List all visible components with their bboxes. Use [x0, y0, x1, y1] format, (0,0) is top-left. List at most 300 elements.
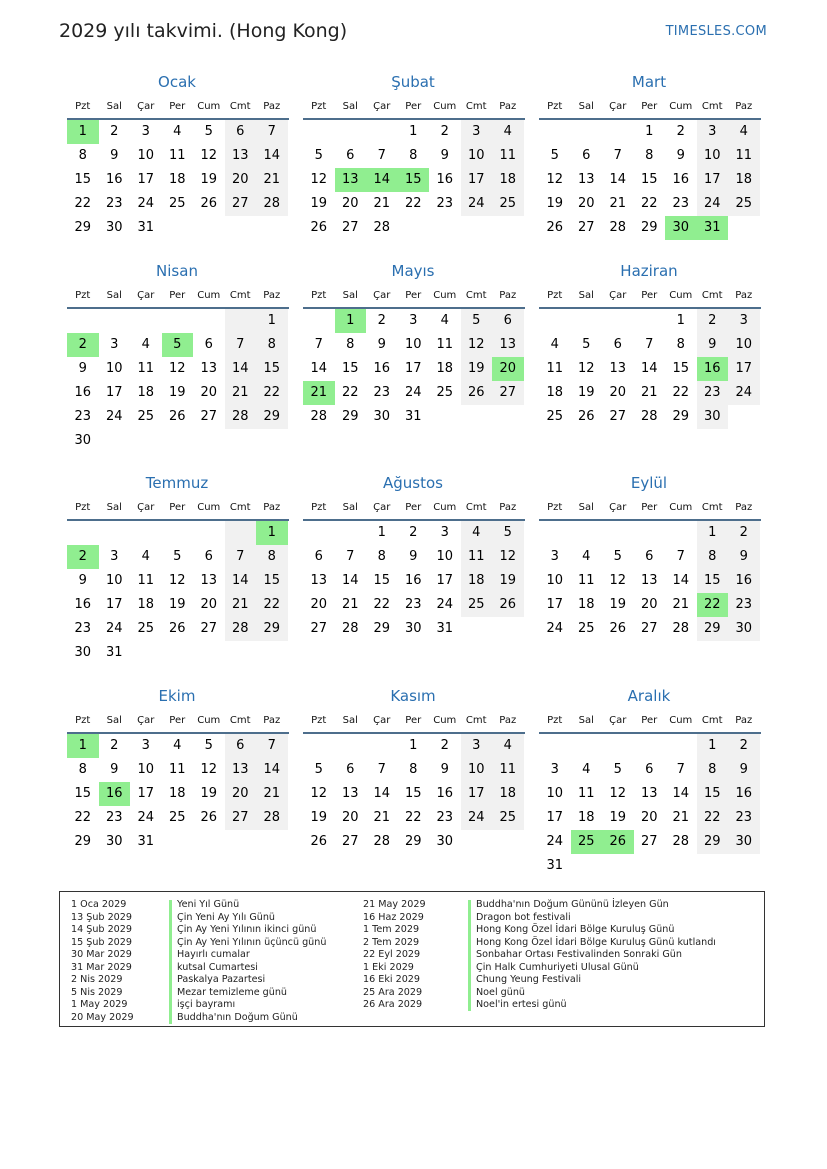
day-cell[interactable]: 20 [200, 385, 218, 400]
day-cell[interactable]: 19 [609, 810, 627, 825]
day-cell[interactable]: 22 [341, 385, 359, 400]
day-cell[interactable]: 24 [546, 834, 564, 849]
day-cell[interactable]: 16 [436, 786, 454, 801]
day-cell[interactable]: 12 [200, 148, 218, 163]
day-cell[interactable]: 9 [728, 758, 760, 782]
day-cell[interactable]: 7 [613, 148, 622, 163]
day-cell[interactable]: 31 [137, 834, 155, 849]
day-cell[interactable]: 23 [672, 196, 690, 211]
day-cell[interactable]: 29 [697, 830, 729, 854]
day-cell[interactable]: 30 [697, 405, 729, 429]
day-cell[interactable]: 25 [436, 385, 454, 400]
day-cell[interactable]: 22 [697, 593, 729, 617]
day-cell[interactable]: 9 [110, 762, 119, 777]
day-cell[interactable]: 5 [162, 333, 194, 357]
day-cell[interactable]: 20 [577, 196, 595, 211]
day-cell[interactable]: 1 [697, 521, 729, 545]
day-cell[interactable]: 7 [346, 549, 355, 564]
day-cell[interactable]: 9 [697, 333, 729, 357]
day-cell[interactable]: 11 [492, 144, 524, 168]
day-cell[interactable]: 28 [373, 220, 391, 235]
day-cell[interactable]: 28 [225, 617, 257, 641]
day-cell[interactable]: 10 [546, 573, 564, 588]
day-cell[interactable]: 23 [373, 385, 391, 400]
day-cell[interactable]: 18 [492, 782, 524, 806]
day-cell[interactable]: 2 [67, 333, 99, 357]
day-cell[interactable]: 17 [728, 357, 760, 381]
day-cell[interactable]: 27 [341, 834, 359, 849]
day-cell[interactable]: 3 [440, 525, 449, 540]
day-cell[interactable]: 23 [74, 409, 92, 424]
day-cell[interactable]: 18 [492, 168, 524, 192]
day-cell[interactable]: 6 [225, 120, 257, 144]
day-cell[interactable]: 7 [377, 148, 386, 163]
day-cell[interactable]: 29 [640, 220, 658, 235]
day-cell[interactable]: 11 [436, 337, 454, 352]
day-cell[interactable]: 13 [640, 786, 658, 801]
day-cell[interactable]: 20 [609, 385, 627, 400]
day-cell[interactable]: 8 [645, 148, 654, 163]
day-cell[interactable]: 3 [550, 762, 559, 777]
day-cell[interactable]: 24 [137, 810, 155, 825]
day-cell[interactable]: 7 [377, 762, 386, 777]
day-cell[interactable]: 23 [728, 593, 760, 617]
day-cell[interactable]: 26 [310, 834, 328, 849]
day-cell[interactable]: 11 [168, 762, 186, 777]
day-cell[interactable]: 21 [373, 196, 391, 211]
day-cell[interactable]: 12 [546, 172, 564, 187]
day-cell[interactable]: 19 [310, 810, 328, 825]
day-cell[interactable]: 15 [398, 168, 430, 192]
day-cell[interactable]: 21 [303, 381, 335, 405]
day-cell[interactable]: 6 [346, 762, 355, 777]
day-cell[interactable]: 13 [310, 573, 328, 588]
day-cell[interactable]: 22 [672, 385, 690, 400]
day-cell[interactable]: 5 [582, 337, 591, 352]
day-cell[interactable]: 7 [256, 120, 288, 144]
day-cell[interactable]: 8 [256, 545, 288, 569]
day-cell[interactable]: 13 [577, 172, 595, 187]
day-cell[interactable]: 14 [366, 168, 398, 192]
day-cell[interactable]: 13 [640, 573, 658, 588]
day-cell[interactable]: 4 [461, 521, 493, 545]
day-cell[interactable]: 26 [577, 409, 595, 424]
day-cell[interactable]: 5 [492, 521, 524, 545]
day-cell[interactable]: 3 [110, 549, 119, 564]
day-cell[interactable]: 25 [461, 593, 493, 617]
day-cell[interactable]: 1 [645, 124, 654, 139]
day-cell[interactable]: 15 [256, 569, 288, 593]
day-cell[interactable]: 30 [373, 409, 391, 424]
day-cell[interactable]: 13 [492, 333, 524, 357]
day-cell[interactable]: 15 [373, 573, 391, 588]
day-cell[interactable]: 10 [436, 549, 454, 564]
day-cell[interactable]: 11 [492, 758, 524, 782]
day-cell[interactable]: 5 [314, 148, 323, 163]
day-cell[interactable]: 31 [697, 216, 729, 240]
day-cell[interactable]: 20 [640, 810, 658, 825]
day-cell[interactable]: 19 [609, 597, 627, 612]
day-cell[interactable]: 23 [404, 597, 422, 612]
day-cell[interactable]: 21 [609, 196, 627, 211]
day-cell[interactable]: 10 [137, 762, 155, 777]
day-cell[interactable]: 16 [105, 172, 123, 187]
day-cell[interactable]: 23 [697, 381, 729, 405]
day-cell[interactable]: 17 [436, 573, 454, 588]
day-cell[interactable]: 1 [409, 738, 418, 753]
day-cell[interactable]: 24 [436, 597, 454, 612]
day-cell[interactable]: 12 [168, 361, 186, 376]
day-cell[interactable]: 3 [550, 549, 559, 564]
day-cell[interactable]: 30 [74, 433, 92, 448]
day-cell[interactable]: 19 [310, 196, 328, 211]
day-cell[interactable]: 26 [168, 409, 186, 424]
day-cell[interactable]: 5 [204, 738, 213, 753]
day-cell[interactable]: 15 [697, 569, 729, 593]
day-cell[interactable]: 13 [200, 361, 218, 376]
day-cell[interactable]: 7 [676, 762, 685, 777]
day-cell[interactable]: 13 [225, 758, 257, 782]
day-cell[interactable]: 18 [577, 810, 595, 825]
day-cell[interactable]: 21 [256, 168, 288, 192]
day-cell[interactable]: 24 [461, 192, 493, 216]
day-cell[interactable]: 31 [105, 645, 123, 660]
day-cell[interactable]: 8 [78, 148, 87, 163]
day-cell[interactable]: 14 [256, 144, 288, 168]
day-cell[interactable]: 9 [78, 573, 87, 588]
day-cell[interactable]: 9 [78, 361, 87, 376]
day-cell[interactable]: 26 [492, 593, 524, 617]
day-cell[interactable]: 19 [200, 172, 218, 187]
day-cell[interactable]: 4 [550, 337, 559, 352]
day-cell[interactable]: 14 [672, 573, 690, 588]
day-cell[interactable]: 24 [137, 196, 155, 211]
day-cell[interactable]: 4 [173, 124, 182, 139]
day-cell[interactable]: 26 [609, 621, 627, 636]
day-cell[interactable]: 19 [200, 786, 218, 801]
day-cell[interactable]: 10 [105, 573, 123, 588]
day-cell[interactable]: 6 [204, 549, 213, 564]
day-cell[interactable]: 1 [256, 521, 288, 545]
day-cell[interactable]: 28 [373, 834, 391, 849]
day-cell[interactable]: 3 [110, 337, 119, 352]
day-cell[interactable]: 2 [67, 545, 99, 569]
day-cell[interactable]: 10 [404, 337, 422, 352]
day-cell[interactable]: 19 [577, 385, 595, 400]
day-cell[interactable]: 11 [168, 148, 186, 163]
day-cell[interactable]: 24 [105, 621, 123, 636]
day-cell[interactable]: 12 [310, 786, 328, 801]
day-cell[interactable]: 27 [310, 621, 328, 636]
day-cell[interactable]: 3 [461, 120, 493, 144]
day-cell[interactable]: 15 [697, 782, 729, 806]
day-cell[interactable]: 25 [168, 196, 186, 211]
day-cell[interactable]: 4 [582, 549, 591, 564]
day-cell[interactable]: 5 [314, 762, 323, 777]
day-cell[interactable]: 15 [640, 172, 658, 187]
day-cell[interactable]: 22 [697, 806, 729, 830]
day-cell[interactable]: 1 [335, 309, 367, 333]
day-cell[interactable]: 11 [577, 573, 595, 588]
day-cell[interactable]: 15 [256, 357, 288, 381]
day-cell[interactable]: 26 [602, 830, 634, 854]
day-cell[interactable]: 18 [137, 385, 155, 400]
day-cell[interactable]: 28 [256, 806, 288, 830]
day-cell[interactable]: 10 [105, 361, 123, 376]
day-cell[interactable]: 11 [546, 361, 564, 376]
day-cell[interactable]: 18 [436, 361, 454, 376]
day-cell[interactable]: 22 [404, 810, 422, 825]
day-cell[interactable]: 14 [341, 573, 359, 588]
day-cell[interactable]: 7 [225, 333, 257, 357]
day-cell[interactable]: 24 [404, 385, 422, 400]
day-cell[interactable]: 23 [105, 196, 123, 211]
day-cell[interactable]: 30 [105, 220, 123, 235]
day-cell[interactable]: 6 [645, 762, 654, 777]
day-cell[interactable]: 1 [676, 313, 685, 328]
day-cell[interactable]: 28 [341, 621, 359, 636]
day-cell[interactable]: 31 [137, 220, 155, 235]
day-cell[interactable]: 27 [200, 409, 218, 424]
day-cell[interactable]: 11 [137, 361, 155, 376]
day-cell[interactable]: 5 [613, 762, 622, 777]
day-cell[interactable]: 20 [200, 597, 218, 612]
day-cell[interactable]: 22 [373, 597, 391, 612]
day-cell[interactable]: 30 [665, 216, 697, 240]
day-cell[interactable]: 21 [373, 810, 391, 825]
day-cell[interactable]: 7 [256, 734, 288, 758]
day-cell[interactable]: 8 [409, 148, 418, 163]
day-cell[interactable]: 19 [546, 196, 564, 211]
day-cell[interactable]: 9 [409, 549, 418, 564]
day-cell[interactable]: 8 [346, 337, 355, 352]
day-cell[interactable]: 2 [409, 525, 418, 540]
day-cell[interactable]: 29 [341, 409, 359, 424]
day-cell[interactable]: 29 [404, 834, 422, 849]
day-cell[interactable]: 7 [645, 337, 654, 352]
day-cell[interactable]: 18 [137, 597, 155, 612]
day-cell[interactable]: 4 [492, 120, 524, 144]
day-cell[interactable]: 30 [728, 830, 760, 854]
day-cell[interactable]: 6 [225, 734, 257, 758]
day-cell[interactable]: 27 [640, 834, 658, 849]
day-cell[interactable]: 9 [440, 762, 449, 777]
day-cell[interactable]: 27 [225, 806, 257, 830]
day-cell[interactable]: 29 [256, 405, 288, 429]
day-cell[interactable]: 16 [74, 385, 92, 400]
day-cell[interactable]: 16 [404, 573, 422, 588]
day-cell[interactable]: 18 [577, 597, 595, 612]
day-cell[interactable]: 25 [168, 810, 186, 825]
day-cell[interactable]: 14 [373, 786, 391, 801]
day-cell[interactable]: 30 [105, 834, 123, 849]
day-cell[interactable]: 24 [461, 806, 493, 830]
day-cell[interactable]: 27 [341, 220, 359, 235]
day-cell[interactable]: 17 [105, 385, 123, 400]
day-cell[interactable]: 18 [728, 168, 760, 192]
day-cell[interactable]: 22 [256, 381, 288, 405]
brand-logo[interactable]: TIMESLES.COM [665, 24, 767, 39]
day-cell[interactable]: 21 [256, 782, 288, 806]
day-cell[interactable]: 25 [728, 192, 760, 216]
day-cell[interactable]: 10 [137, 148, 155, 163]
day-cell[interactable]: 19 [492, 569, 524, 593]
day-cell[interactable]: 11 [137, 573, 155, 588]
day-cell[interactable]: 28 [310, 409, 328, 424]
day-cell[interactable]: 20 [225, 782, 257, 806]
day-cell[interactable]: 29 [74, 220, 92, 235]
day-cell[interactable]: 3 [409, 313, 418, 328]
day-cell[interactable]: 2 [110, 738, 119, 753]
day-cell[interactable]: 21 [341, 597, 359, 612]
day-cell[interactable]: 17 [461, 782, 493, 806]
day-cell[interactable]: 24 [105, 409, 123, 424]
day-cell[interactable]: 10 [461, 144, 493, 168]
day-cell[interactable]: 21 [225, 381, 257, 405]
day-cell[interactable]: 20 [492, 357, 524, 381]
day-cell[interactable]: 21 [640, 385, 658, 400]
day-cell[interactable]: 18 [168, 786, 186, 801]
day-cell[interactable]: 7 [676, 549, 685, 564]
day-cell[interactable]: 6 [613, 337, 622, 352]
day-cell[interactable]: 15 [74, 786, 92, 801]
day-cell[interactable]: 10 [461, 758, 493, 782]
day-cell[interactable]: 24 [546, 621, 564, 636]
day-cell[interactable]: 13 [609, 361, 627, 376]
day-cell[interactable]: 16 [728, 569, 760, 593]
day-cell[interactable]: 1 [256, 309, 288, 333]
day-cell[interactable]: 12 [200, 762, 218, 777]
day-cell[interactable]: 8 [377, 549, 386, 564]
day-cell[interactable]: 8 [256, 333, 288, 357]
day-cell[interactable]: 4 [492, 734, 524, 758]
day-cell[interactable]: 25 [492, 806, 524, 830]
day-cell[interactable]: 29 [697, 617, 729, 641]
day-cell[interactable]: 17 [461, 168, 493, 192]
day-cell[interactable]: 23 [105, 810, 123, 825]
day-cell[interactable]: 3 [697, 120, 729, 144]
day-cell[interactable]: 21 [225, 593, 257, 617]
day-cell[interactable]: 16 [728, 782, 760, 806]
day-cell[interactable]: 17 [546, 810, 564, 825]
day-cell[interactable]: 12 [609, 573, 627, 588]
day-cell[interactable]: 23 [436, 196, 454, 211]
day-cell[interactable]: 16 [436, 172, 454, 187]
day-cell[interactable]: 10 [697, 144, 729, 168]
day-cell[interactable]: 9 [110, 148, 119, 163]
day-cell[interactable]: 2 [728, 521, 760, 545]
day-cell[interactable]: 13 [200, 573, 218, 588]
day-cell[interactable]: 27 [200, 621, 218, 636]
day-cell[interactable]: 16 [373, 361, 391, 376]
day-cell[interactable]: 16 [99, 782, 131, 806]
day-cell[interactable]: 12 [577, 361, 595, 376]
day-cell[interactable]: 23 [728, 806, 760, 830]
day-cell[interactable]: 10 [728, 333, 760, 357]
day-cell[interactable]: 14 [672, 786, 690, 801]
day-cell[interactable]: 30 [74, 645, 92, 660]
day-cell[interactable]: 2 [697, 309, 729, 333]
day-cell[interactable]: 23 [436, 810, 454, 825]
day-cell[interactable]: 25 [137, 621, 155, 636]
day-cell[interactable]: 29 [74, 834, 92, 849]
day-cell[interactable]: 25 [492, 192, 524, 216]
day-cell[interactable]: 29 [256, 617, 288, 641]
day-cell[interactable]: 9 [440, 148, 449, 163]
day-cell[interactable]: 22 [74, 196, 92, 211]
day-cell[interactable]: 26 [200, 810, 218, 825]
day-cell[interactable]: 9 [728, 545, 760, 569]
day-cell[interactable]: 16 [672, 172, 690, 187]
day-cell[interactable]: 28 [672, 621, 690, 636]
day-cell[interactable]: 14 [609, 172, 627, 187]
day-cell[interactable]: 9 [676, 148, 685, 163]
day-cell[interactable]: 26 [461, 381, 493, 405]
day-cell[interactable]: 28 [672, 834, 690, 849]
day-cell[interactable]: 29 [373, 621, 391, 636]
day-cell[interactable]: 11 [728, 144, 760, 168]
day-cell[interactable]: 3 [141, 738, 150, 753]
day-cell[interactable]: 1 [67, 120, 99, 144]
day-cell[interactable]: 2 [377, 313, 386, 328]
day-cell[interactable]: 31 [404, 409, 422, 424]
day-cell[interactable]: 14 [256, 758, 288, 782]
day-cell[interactable]: 3 [141, 124, 150, 139]
day-cell[interactable]: 8 [676, 337, 685, 352]
day-cell[interactable]: 18 [461, 569, 493, 593]
day-cell[interactable]: 20 [341, 196, 359, 211]
day-cell[interactable]: 27 [640, 621, 658, 636]
day-cell[interactable]: 4 [440, 313, 449, 328]
day-cell[interactable]: 19 [168, 385, 186, 400]
day-cell[interactable]: 1 [377, 525, 386, 540]
day-cell[interactable]: 20 [640, 597, 658, 612]
day-cell[interactable]: 26 [200, 196, 218, 211]
day-cell[interactable]: 17 [137, 172, 155, 187]
day-cell[interactable]: 5 [613, 549, 622, 564]
day-cell[interactable]: 17 [137, 786, 155, 801]
day-cell[interactable]: 4 [582, 762, 591, 777]
day-cell[interactable]: 16 [74, 597, 92, 612]
day-cell[interactable]: 1 [409, 124, 418, 139]
day-cell[interactable]: 13 [225, 144, 257, 168]
day-cell[interactable]: 30 [404, 621, 422, 636]
day-cell[interactable]: 6 [314, 549, 323, 564]
day-cell[interactable]: 22 [74, 810, 92, 825]
day-cell[interactable]: 2 [440, 738, 449, 753]
day-cell[interactable]: 10 [546, 786, 564, 801]
day-cell[interactable]: 7 [225, 545, 257, 569]
day-cell[interactable]: 5 [204, 124, 213, 139]
day-cell[interactable]: 5 [461, 309, 493, 333]
day-cell[interactable]: 11 [461, 545, 493, 569]
day-cell[interactable]: 12 [461, 333, 493, 357]
day-cell[interactable]: 26 [546, 220, 564, 235]
day-cell[interactable]: 28 [609, 220, 627, 235]
day-cell[interactable]: 6 [582, 148, 591, 163]
day-cell[interactable]: 17 [546, 597, 564, 612]
day-cell[interactable]: 22 [404, 196, 422, 211]
day-cell[interactable]: 27 [225, 192, 257, 216]
day-cell[interactable]: 16 [697, 357, 729, 381]
day-cell[interactable]: 15 [404, 786, 422, 801]
day-cell[interactable]: 18 [168, 172, 186, 187]
day-cell[interactable]: 27 [609, 409, 627, 424]
day-cell[interactable]: 19 [168, 597, 186, 612]
day-cell[interactable]: 28 [256, 192, 288, 216]
day-cell[interactable]: 24 [728, 381, 760, 405]
day-cell[interactable]: 19 [461, 357, 493, 381]
